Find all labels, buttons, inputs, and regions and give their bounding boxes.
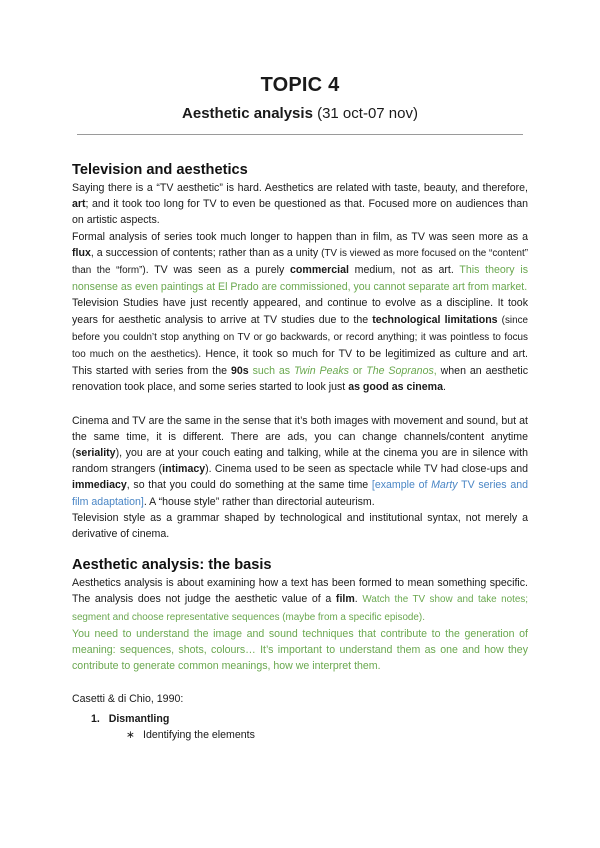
green-note: Watch the TV show and take notes; segment and choose representative sequences (maybe from a specific episode).	[72, 594, 529, 623]
section-heading-aesthetic-analysis: Aesthetic analysis: the basis	[72, 557, 272, 574]
subtitle-dates: (31 oct-07 nov)	[312, 105, 418, 122]
paragraph: Cinema and TV are the same in the sense that it’s both images with movement and sound, but at the same time, it is different. There are ads, you can change channels/content anytime (seriality), you are at your couch eating and talking, while at the cinema you are in silence with random strangers (intimacy). Cinema used to be seen as spectacle while TV had close-ups and immediacy, so that you could do something at the same time [example of Marty TV series and film adaptation]. A “house style” rather than directorial auteurism.	[72, 414, 529, 508]
list-item: ∗ Identifying the elements	[72, 727, 528, 743]
list-item: 1. Dismantling	[91, 712, 170, 725]
paragraph: Formal analysis of series took much longer to happen than in film, as TV was seen more as a flux, a succession of contents; rather than as a unity (TV is viewed as more focused on the “content” than the “form”). TV was seen as a purely commercial medium, not as art. This theory is nonsense as even paintings at El Prado are commissioned, you cannot separate art from market.	[72, 230, 529, 294]
green-paragraph: You need to understand the image and sound techniques that contribute to the generation of meaning: sequences, shots, colours… It’s important to understand them as one and how they contribute to generate common meanings, how we interpret them.	[72, 627, 528, 673]
asterisk-bullet-icon: ∗	[126, 728, 135, 741]
paragraph: Saying there is a “TV aesthetic” is hard. Aesthetics are related with taste, beauty, and therefore, art; and it took too long for TV to even be questioned as that. Focused more on audiences than on artistic aspects.	[72, 182, 528, 227]
page-subtitle	[0, 105, 600, 122]
page-title: TOPIC 4	[260, 74, 340, 96]
bullet-list	[72, 727, 528, 743]
subtitle-bold: Aesthetic analysis	[182, 105, 313, 122]
paragraph: Television Studies have just recently appeared, and continue to evolve as a discipline. It took years for aesthetic analysis to arrive at TV studies due to the technological limitations (since before you couldn’t stop anything on TV or go backwards, or record anything; it was pointless to focus too much on the aesthetics). Hence, it took so much for TV to be legitimized as culture and art. This started with series from the 90s such as Twin Peaks or The Sopranos, when an aesthetic renovation took place, and some series started to look just as good as cinema.	[72, 297, 529, 394]
section-heading-television-aesthetics: Television and aesthetics	[72, 162, 248, 178]
title-divider	[77, 134, 523, 135]
example-link[interactable]: [example of Marty TV series and film adaptation]	[72, 479, 528, 508]
citation: Casetti & di Chio, 1990:	[72, 693, 184, 706]
paragraph: Aesthetics analysis is about examining how a text has been formed to mean something specific. The analysis does not judge the aesthetic value of a film. Watch the TV show and take notes; segment and choose representative sequences (maybe from a specific episode).	[72, 577, 529, 623]
numbered-list	[72, 711, 528, 727]
green-note: This theory is nonsense as even paintings at El Prado are commissioned, you cannot separate art from market.	[72, 264, 528, 294]
document-body	[72, 160, 528, 743]
paragraph: Television style as a grammar shaped by technological and institutional syntax, not merely a derivative of cinema.	[72, 511, 528, 541]
